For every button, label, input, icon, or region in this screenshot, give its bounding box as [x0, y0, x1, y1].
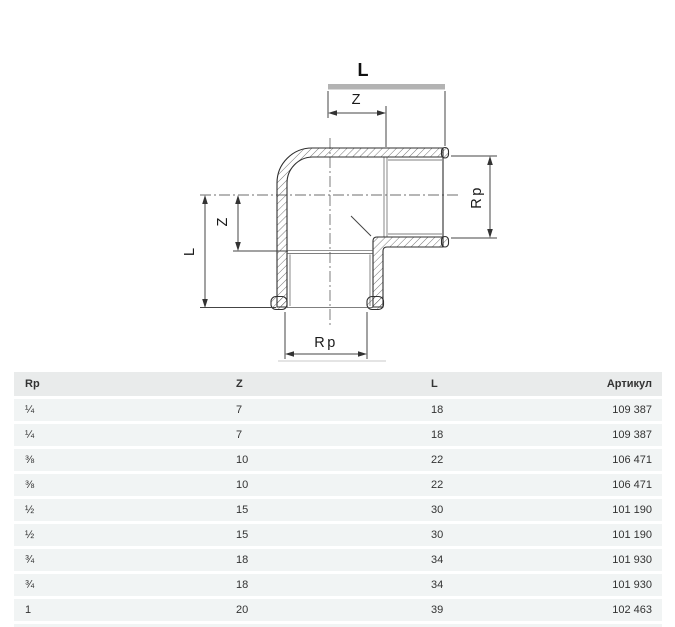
- cell-article: 106 471: [612, 479, 652, 491]
- cell-rp: ¼: [25, 404, 35, 416]
- cell-article: 101 930: [612, 554, 652, 566]
- cell-article: 101 190: [612, 529, 652, 541]
- cell-z: 10: [236, 454, 249, 466]
- dim-label-bottom-Rp: Rp: [314, 335, 338, 351]
- arrow-top: [202, 195, 208, 204]
- cell-l: 22: [431, 479, 444, 491]
- cell-rp: ¾: [25, 554, 35, 566]
- dim-label-top-L: L: [357, 60, 369, 80]
- cell-article: 101 930: [612, 579, 652, 591]
- col-header-z: Z: [236, 378, 243, 390]
- dim-label-right-Rp: Rp: [469, 185, 485, 209]
- dim-label-left-L: L: [182, 247, 198, 257]
- cell-l: 34: [431, 579, 444, 591]
- cell-rp: ⅜: [25, 479, 35, 491]
- arrow-bottom: [202, 299, 208, 308]
- arrow-left: [285, 351, 294, 357]
- dim-top-Z: [328, 91, 445, 147]
- cell-l: 39: [431, 604, 444, 616]
- arrow-left: [328, 110, 337, 116]
- cell-rp: ½: [25, 529, 35, 541]
- table-row: [14, 599, 662, 621]
- dim-label-left-Z: Z: [215, 217, 231, 227]
- cell-l: 30: [431, 504, 444, 516]
- centerlines: [200, 138, 458, 326]
- bead-right-bottom: [442, 237, 449, 248]
- dim-top-L: [328, 60, 445, 90]
- col-header-l: L: [431, 378, 438, 390]
- dim-bottom-Rp: [278, 312, 386, 361]
- length-highlight-bar: [328, 84, 445, 90]
- cell-z: 15: [236, 504, 249, 516]
- elbow-wall-bottom-right: [373, 237, 443, 307]
- cell-l: 22: [431, 454, 444, 466]
- col-header-rp: Rp: [25, 378, 40, 390]
- dimension-table: [14, 372, 662, 627]
- cell-l: 30: [431, 529, 444, 541]
- cell-rp: ½: [25, 504, 35, 516]
- arrow-bottom: [235, 242, 241, 251]
- cell-l: 18: [431, 429, 444, 441]
- cell-article: 102 463: [612, 604, 652, 616]
- cell-l: 34: [431, 554, 444, 566]
- table-row: [14, 424, 662, 446]
- cell-article: 109 387: [612, 404, 652, 416]
- dim-right-Rp: [451, 156, 497, 238]
- table-row: [14, 549, 662, 571]
- leader-line: [351, 216, 371, 236]
- dim-label-top-Z: Z: [351, 92, 361, 108]
- table-row: [14, 399, 662, 421]
- table-row: [14, 474, 662, 496]
- cell-article: 101 190: [612, 504, 652, 516]
- arrow-top: [235, 195, 241, 204]
- col-header-article: Артикул: [606, 378, 652, 390]
- elbow-wall-top-left: [277, 148, 443, 307]
- bead-right-top: [442, 148, 449, 159]
- table-header-row: [14, 372, 662, 396]
- arrow-right: [358, 351, 367, 357]
- cell-article: 106 471: [612, 454, 652, 466]
- arrow-right: [377, 110, 386, 116]
- cell-rp: 1: [25, 604, 32, 616]
- cell-z: 15: [236, 529, 249, 541]
- table-row: [14, 499, 662, 521]
- cell-rp: ¼: [25, 429, 35, 441]
- arrow-top: [487, 156, 493, 165]
- elbow-fitting-body: [271, 148, 449, 310]
- table-row: [14, 524, 662, 546]
- table-row: [14, 449, 662, 471]
- table-row: [14, 574, 662, 596]
- cell-z: 7: [236, 429, 243, 441]
- cell-l: 18: [431, 404, 444, 416]
- cell-z: 18: [236, 554, 249, 566]
- cell-z: 7: [236, 404, 243, 416]
- cell-rp: ⅜: [25, 454, 35, 466]
- cell-z: 20: [236, 604, 249, 616]
- cell-z: 18: [236, 579, 249, 591]
- cell-article: 109 387: [612, 429, 652, 441]
- arrow-bottom: [487, 229, 493, 238]
- cell-z: 10: [236, 479, 249, 491]
- cell-rp: ¾: [25, 579, 35, 591]
